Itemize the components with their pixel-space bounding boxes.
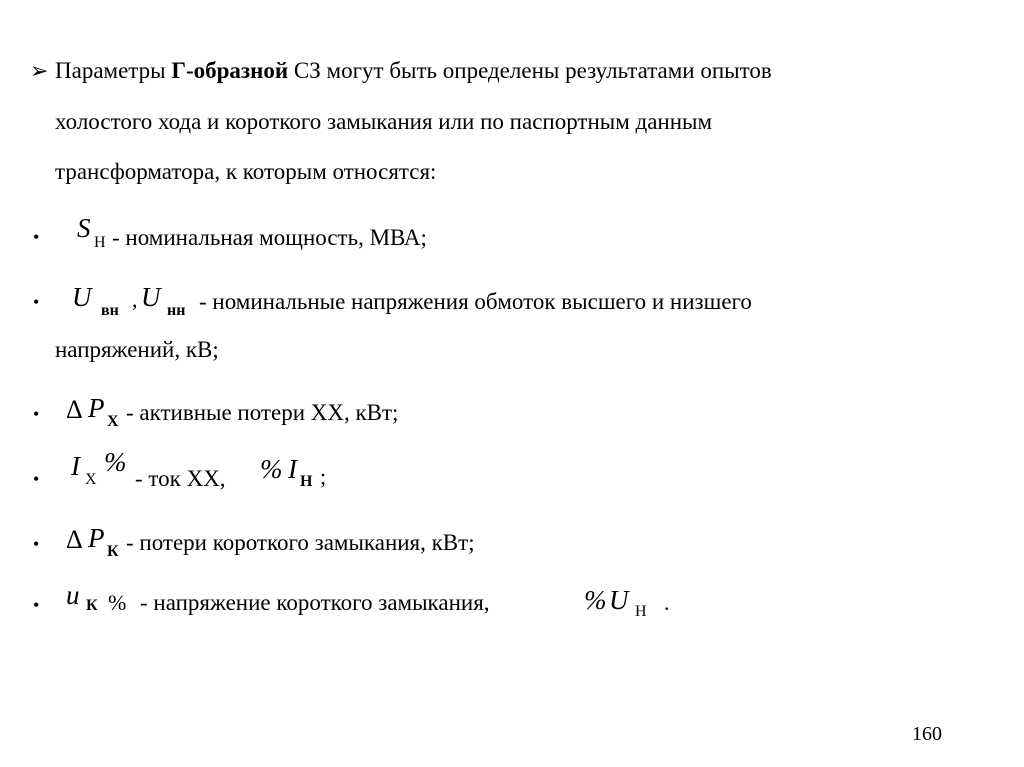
subscript-nn: нн: [167, 302, 186, 319]
subscript-vn: вн: [101, 302, 119, 319]
comma: ,: [132, 287, 138, 312]
bullet: •: [33, 534, 40, 554]
symbol-i: I: [288, 454, 297, 484]
bullet: •: [33, 469, 40, 489]
subscript-n: Н: [300, 473, 313, 490]
percent-sign: %: [108, 590, 127, 615]
percent-sign: %: [104, 447, 127, 477]
item-no-load-current: - ток ХХ,: [135, 466, 226, 491]
item-short-circuit-voltage: - напряжение короткого замыкания,: [140, 590, 490, 615]
intro-line-2: холостого хода и короткого замыкания или по паспортным данным: [55, 109, 713, 134]
subscript-x: Х: [85, 471, 97, 488]
bullet: •: [33, 404, 40, 424]
intro-line-1: Параметры Г-образной СЗ могут быть определены результатами опытов: [55, 58, 772, 83]
percent-sign: %: [260, 454, 283, 484]
semicolon: ;: [320, 464, 327, 489]
subscript-k: К: [107, 543, 119, 560]
bullet: •: [33, 227, 40, 247]
percent-sign: %: [584, 585, 607, 615]
intro-line-3: трансформатора, к которым относятся:: [55, 159, 437, 184]
symbol-p: P: [88, 393, 105, 423]
subscript-n: Н: [94, 234, 106, 251]
symbol-u-lower: u: [66, 580, 80, 610]
subscript-n: Н: [635, 603, 647, 620]
item-rated-voltages-line-1: - номинальные напряжения обмоток высшего и низшего: [199, 289, 752, 314]
subscript-k: К: [86, 597, 98, 614]
delta-symbol: Δ: [66, 395, 83, 424]
symbol-u: U: [609, 585, 629, 615]
symbol-u: U: [72, 282, 92, 312]
item-rated-voltages-line-2: напряжений, кВ;: [55, 337, 219, 362]
symbol-p: P: [88, 523, 105, 553]
period: .: [664, 590, 670, 615]
intro-bold-term: Г-образной: [171, 58, 289, 83]
page-number: 160: [912, 723, 942, 745]
bullet: •: [33, 595, 40, 615]
symbol-u: U: [141, 282, 161, 312]
item-short-circuit-losses: - потери короткого замыкания, кВт;: [126, 530, 475, 555]
bullet: •: [33, 292, 40, 312]
delta-symbol: Δ: [66, 525, 83, 554]
symbol-s: S: [77, 213, 91, 243]
subscript-x: Х: [107, 413, 119, 430]
item-no-load-losses: - активные потери ХХ, кВт;: [126, 400, 399, 425]
arrow-bullet-icon: ➢: [30, 58, 49, 83]
item-rated-power: - номинальная мощность, МВА;: [112, 225, 427, 250]
symbol-i: I: [71, 451, 80, 481]
